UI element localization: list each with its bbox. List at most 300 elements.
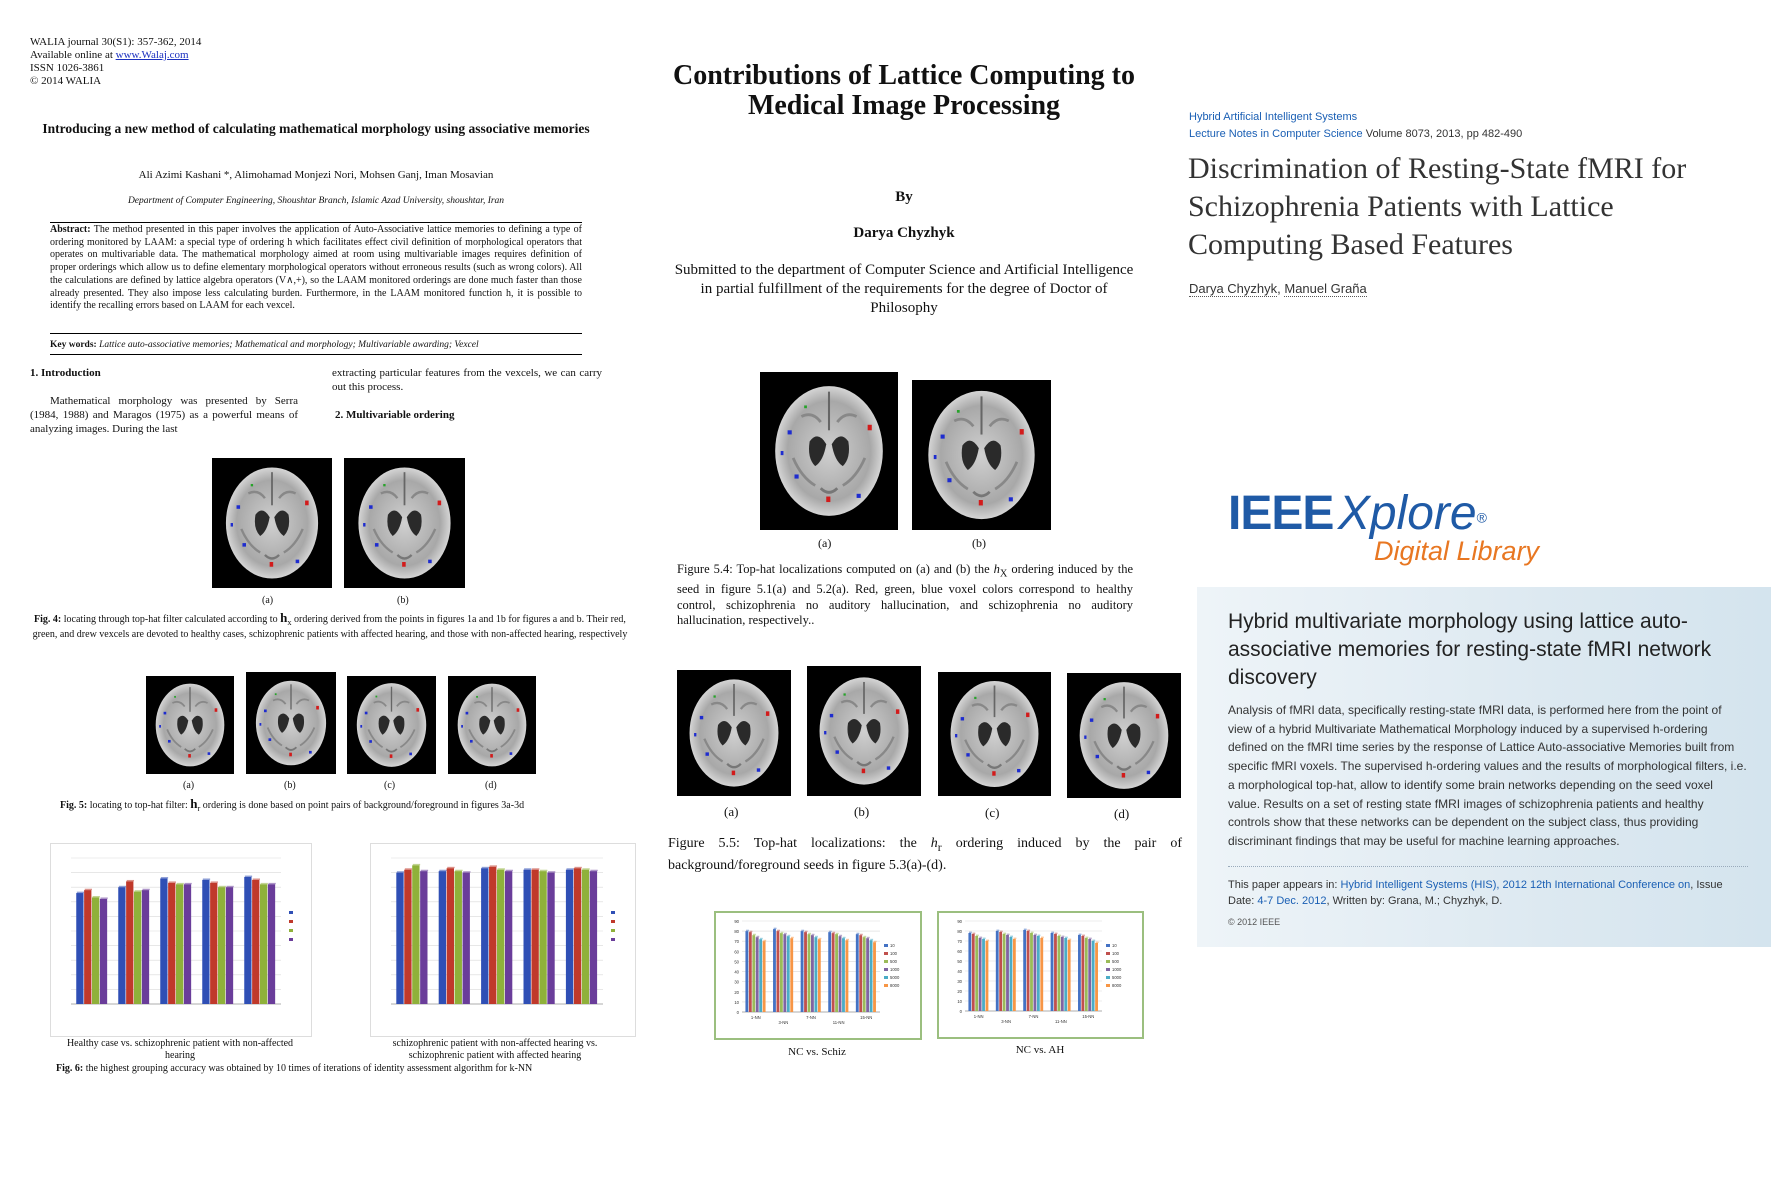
bar-top	[421, 870, 428, 871]
y-tick-label: 90	[734, 919, 739, 924]
bar	[539, 871, 546, 1004]
legend-swatch	[884, 984, 888, 987]
fig55-symbol-sub: r	[937, 840, 942, 854]
fig6-chart-right	[370, 843, 636, 1037]
bar-top	[184, 883, 191, 884]
bar-top	[1092, 940, 1095, 941]
fig5-brain-c	[347, 676, 436, 774]
available-online-line	[30, 49, 280, 62]
fig6-sub-right: schizophrenic patient with non-affected hearing vs. schizophrenic patient with affected hearing	[392, 1038, 598, 1061]
bar-top	[548, 871, 555, 872]
bar-top	[1024, 929, 1027, 930]
legend-label: 10	[890, 943, 895, 948]
fig54-symbol: h	[993, 562, 1000, 576]
bar-top	[815, 936, 818, 937]
paper-authors: Ali Azimi Kashani *, Alimohamad Monjezi Nori, Mohsen Ganj, Iman Mosavian	[138, 169, 494, 181]
bar-top	[1096, 942, 1099, 943]
bar	[846, 940, 849, 1012]
bar-top	[870, 939, 873, 940]
issue-prefix: , Issue Date:	[1228, 879, 1723, 907]
available-online-label: Available online at	[30, 49, 116, 61]
y-tick-label: 50	[957, 959, 962, 964]
bar-top	[986, 940, 989, 941]
author-link-grana[interactable]: Manuel Graña	[1284, 281, 1367, 296]
bar	[979, 938, 982, 1011]
fig4-label-a: (a)	[262, 595, 274, 606]
fig54-brain-a	[760, 372, 898, 530]
legend-label: 1000	[1112, 967, 1122, 972]
bar	[1057, 936, 1060, 1011]
springer-volume-line	[1189, 128, 1522, 140]
bar-chart-nc-vs-schiz	[716, 913, 920, 1038]
bar	[531, 870, 538, 1004]
legend-swatch	[884, 960, 888, 963]
bar-chart-nc-vs-ah	[939, 913, 1142, 1037]
fig5-label-b: (b)	[284, 780, 296, 791]
bar-top	[1014, 938, 1017, 939]
bar	[184, 884, 191, 1004]
fig6-caption-text: the highest grouping accuracy was obtained by 10 times of iterations of identity assessment algorithm for k-NN	[83, 1063, 533, 1074]
bar-top	[226, 886, 233, 887]
keywords-text: Lattice auto-associative memories; Mathematical and morphology; Multivariable awarding; Vexcel	[99, 340, 479, 350]
fig4-brain-b	[344, 458, 465, 588]
bar	[773, 929, 776, 1012]
y-tick-label: 10	[734, 999, 739, 1005]
x-tick-label: 15-NN	[1082, 1014, 1095, 1019]
brain-scan-a	[212, 458, 332, 588]
legend-label: 10	[1112, 943, 1117, 948]
ieee-copyright: © 2012 IEEE	[1228, 917, 1281, 927]
bar-top	[590, 870, 597, 871]
fig4-caption	[30, 612, 630, 641]
bar-top	[1055, 933, 1058, 934]
fig5-brain-a	[146, 676, 234, 774]
fig4-caption-label: Fig. 4:	[34, 614, 62, 625]
bar-top	[791, 937, 794, 938]
legend-swatch	[611, 929, 615, 932]
bar	[745, 931, 748, 1012]
legend-swatch	[611, 911, 615, 914]
fig54-label-b: (b)	[972, 536, 986, 550]
chart-label-nc-vs-schiz: NC vs. Schiz	[788, 1046, 846, 1058]
bar	[1064, 938, 1067, 1011]
conference-link[interactable]: Hybrid Intelligent Systems (HIS), 2012 12th International Conference on	[1340, 879, 1691, 891]
bar	[244, 877, 251, 1004]
bar-top	[482, 867, 489, 868]
fig5-caption-text-a: locating to top-hat filter:	[87, 800, 191, 811]
bar	[1061, 937, 1064, 1011]
knn-chart-right	[937, 911, 1144, 1039]
bar	[835, 934, 838, 1012]
intro-text: Mathematical morphology was presented by Serra (1984, 1988) and Maragos (1975) as a powerful means of analyzing images. During the last	[30, 395, 298, 435]
brain-scan-a	[146, 676, 234, 774]
bar-top	[801, 930, 804, 931]
bar-top	[760, 938, 763, 939]
bar-top	[93, 896, 100, 897]
bar	[1006, 935, 1009, 1011]
x-tick-label: 1-NN	[973, 1014, 984, 1019]
x-tick-label: 11-NN	[832, 1020, 845, 1025]
bar-top	[819, 938, 822, 939]
bar	[752, 935, 755, 1012]
bar	[999, 932, 1002, 1011]
bar	[1010, 937, 1013, 1011]
bar	[226, 887, 233, 1004]
bar-top	[77, 892, 84, 893]
bar	[859, 935, 862, 1012]
brain-scan-b	[344, 458, 465, 588]
fig6-sub-left: Healthy case vs. schizophrenic patient with non-affected hearing	[66, 1038, 294, 1061]
y-tick-label: 10	[957, 999, 962, 1004]
bar	[176, 884, 183, 1004]
bar-top	[1062, 936, 1065, 937]
bar	[870, 940, 873, 1012]
legend-swatch	[289, 911, 293, 914]
ieee-divider	[1228, 866, 1748, 867]
keywords-top-rule	[50, 333, 582, 334]
keywords-line	[50, 339, 582, 352]
bar-top	[490, 865, 497, 866]
bar	[787, 936, 790, 1012]
bar-top	[142, 889, 149, 890]
legend-label: 100	[890, 951, 897, 956]
bar-top	[455, 870, 462, 871]
appears-prefix: This paper appears in:	[1228, 879, 1341, 891]
bar	[118, 887, 125, 1004]
bar	[759, 939, 762, 1012]
bar-top	[972, 933, 975, 934]
bar-top	[969, 932, 972, 933]
springer-title: Discrimination of Resting-State fMRI for Schizophrenia Patients with Lattice Computing Based Features	[1188, 152, 1687, 261]
legend-label: 500	[890, 959, 897, 964]
bar	[790, 938, 793, 1012]
fig55-caption-text-a: Figure 5.5: Top-hat localizations: the	[668, 836, 931, 851]
volume-text: Volume 8073, 2013, pp 482-490	[1362, 128, 1523, 140]
bar	[100, 899, 107, 1004]
x-tick-label: 3-NN	[1001, 1019, 1011, 1024]
brain-scan-b	[807, 666, 921, 796]
fig4-caption-text-a: locating through top-hat filter calculated according to	[61, 614, 281, 625]
bar	[996, 931, 999, 1011]
bar-top	[135, 890, 142, 891]
bar-top	[268, 883, 275, 884]
bar	[1051, 933, 1054, 1011]
bar-top	[1089, 938, 1092, 939]
bar	[455, 871, 462, 1004]
legend-label: 500	[1112, 959, 1119, 964]
fig4-symbol: h	[280, 610, 288, 625]
legend-swatch	[289, 929, 293, 932]
bar-top	[1051, 932, 1054, 933]
intro-heading: 1. Introduction	[30, 367, 101, 379]
fig6-caption-label: Fig. 6:	[56, 1063, 84, 1074]
bar	[804, 932, 807, 1012]
fig55-symbol: h	[930, 836, 938, 851]
bar-top	[397, 871, 404, 872]
bar-top	[567, 868, 574, 869]
digital-library-text: Digital Library	[1374, 536, 1540, 566]
author-separator: ,	[1277, 281, 1285, 296]
bar-top	[211, 881, 218, 882]
paper-affiliation: Department of Computer Engineering, Shoushtar Branch, Islamic Azad University, shoushtar, Iran	[127, 196, 505, 206]
bar	[439, 871, 446, 1004]
legend-label: 5000	[890, 975, 900, 980]
bar	[404, 870, 411, 1004]
bar	[1054, 934, 1057, 1011]
bar	[142, 890, 149, 1004]
bar	[866, 938, 869, 1012]
bar	[1078, 935, 1081, 1011]
fig55-brain-b	[807, 666, 921, 796]
fig54-brain-b	[912, 380, 1051, 530]
bar	[1037, 936, 1040, 1011]
bar-top	[1003, 933, 1006, 934]
fig4-caption-text-b: ordering derived from the points in figures 1a and 1b for figures a and b. Their red, green, and drew vexcels are devoted to healthy cases, schizophrenic patients with affected hearing, and those with non-affected hearing, respectively	[32, 614, 628, 640]
fig55-label-d: (d)	[1114, 806, 1130, 821]
legend-swatch	[884, 944, 888, 947]
fig5-label-c: (c)	[384, 780, 396, 791]
bar-top	[863, 936, 866, 937]
fig55-caption	[668, 835, 1182, 875]
ieee-xplore-logo	[1228, 486, 1558, 568]
bar-top	[805, 931, 808, 932]
bar-top	[1007, 934, 1010, 935]
bar-top	[219, 886, 226, 887]
bar-top	[413, 864, 420, 865]
bar-top	[498, 868, 505, 869]
bar-top	[774, 928, 777, 929]
abstract-block	[50, 224, 582, 313]
journal-line: WALIA journal 30(S1): 357-362, 2014	[30, 36, 202, 48]
fig54-symbol-sub: X	[999, 568, 1008, 580]
bar-top	[979, 937, 982, 938]
registered-mark: ®	[1476, 509, 1487, 526]
legend-swatch	[289, 938, 293, 941]
bar-top	[1038, 935, 1041, 936]
x-tick-label: 7-NN	[806, 1015, 816, 1020]
y-tick-label: 20	[734, 989, 739, 995]
legend-swatch	[1106, 984, 1110, 987]
bar-top	[261, 883, 268, 884]
bar-top	[574, 867, 581, 868]
bar	[756, 937, 759, 1012]
bar	[801, 931, 804, 1012]
bar	[856, 934, 859, 1012]
thesis-author: Darya Chyzhyk	[853, 225, 955, 241]
bar	[1027, 931, 1030, 1011]
fig5-caption-text-b: ordering is done based on point pairs of background/foreground in figures 3a-3d	[200, 800, 525, 811]
bar-top	[856, 933, 859, 934]
bar-top	[777, 930, 780, 931]
bar	[1081, 936, 1084, 1011]
bar	[975, 936, 978, 1011]
bar-top	[860, 934, 863, 935]
fig54-caption-text-b: ordering induced by the seed in figure 5.1(a) and 5.2(a). Red, green, blue voxel colors correspond to healthy control, schizophrenia no auditory hallucination, and schizophrenia no auditory hallucination, respectively..	[677, 562, 1133, 627]
bar	[497, 870, 504, 1004]
bar	[1030, 933, 1033, 1011]
y-tick-label: 60	[734, 949, 739, 955]
bar	[1034, 935, 1037, 1011]
fig6-caption	[56, 1063, 532, 1075]
bar-top	[203, 879, 210, 880]
bar	[218, 887, 225, 1004]
bar	[160, 878, 167, 1004]
ieee-logo-text: IEEE	[1228, 487, 1334, 540]
legend-swatch	[884, 976, 888, 979]
abstract-label: Abstract:	[50, 224, 91, 235]
bar	[76, 893, 83, 1004]
bar	[505, 871, 512, 1004]
y-tick-label: 80	[957, 929, 962, 934]
paper-title: Introducing a new method of calculating mathematical morphology using associative memories	[42, 121, 590, 136]
legend-swatch	[1106, 968, 1110, 971]
legend-label: 1000	[890, 967, 900, 972]
bar	[84, 890, 91, 1004]
legend-label: 8000	[890, 983, 900, 988]
legend-swatch	[1106, 960, 1110, 963]
bar-top	[836, 933, 839, 934]
y-tick-label: 0	[959, 1009, 962, 1014]
issn-line: ISSN 1026-3861	[30, 62, 105, 74]
bar-top	[1010, 936, 1013, 937]
bar-top	[524, 868, 531, 869]
x-tick-label: 11-NN	[1055, 1019, 1067, 1024]
bar-top	[829, 931, 832, 932]
bar	[447, 868, 454, 1004]
bar	[168, 883, 175, 1004]
bar-top	[874, 941, 877, 942]
bar-top	[540, 870, 547, 871]
brain-scan-a	[677, 670, 791, 796]
legend-label: 5000	[1112, 975, 1122, 980]
bar-top	[746, 930, 749, 931]
bar	[863, 937, 866, 1012]
bar-top	[996, 930, 999, 931]
thesis-submitted: Submitted to the department of Computer Science and Artificial Intelligence in partial fulfillment of the requirements for the degree of Doctor of Philosophy	[674, 262, 1134, 316]
legend-swatch	[289, 920, 293, 923]
legend-swatch	[611, 938, 615, 941]
bar-top	[832, 932, 835, 933]
bar	[582, 870, 589, 1004]
bar	[396, 873, 403, 1004]
bar	[1088, 939, 1091, 1011]
bar-top	[812, 934, 815, 935]
bar	[260, 884, 267, 1004]
springer-series-link[interactable]: Hybrid Artificial Intelligent Systems	[1189, 111, 1358, 123]
bar	[1095, 943, 1098, 1011]
lncs-link[interactable]: Lecture Notes in Computer Science	[1189, 128, 1363, 140]
bar-top	[1058, 935, 1061, 936]
bar	[842, 938, 845, 1012]
ieee-article-card	[1197, 587, 1771, 947]
bar-top	[253, 879, 260, 880]
fig5-label-a: (a)	[183, 780, 195, 791]
xplore-logo-text: Xplore	[1337, 487, 1477, 540]
bar	[590, 871, 597, 1004]
y-tick-label: 70	[957, 939, 962, 944]
bar-top	[582, 868, 589, 869]
bar-top	[405, 868, 412, 869]
bar	[574, 868, 581, 1004]
legend-swatch	[611, 920, 615, 923]
bar	[1023, 930, 1026, 1011]
bar	[1092, 941, 1095, 1011]
journal-website-link[interactable]: www.Walaj.com	[115, 49, 189, 61]
bar-top	[846, 939, 849, 940]
y-tick-label: 40	[957, 969, 962, 974]
bar	[1040, 938, 1043, 1011]
bar-top	[245, 876, 252, 877]
abstract-top-rule	[50, 222, 582, 223]
fig4-label-b: (b)	[397, 595, 409, 606]
brain-scan-d	[1067, 673, 1181, 798]
fig55-brain-c	[938, 672, 1051, 796]
thesis-by: By	[895, 189, 913, 205]
bar	[463, 873, 470, 1004]
bar-top	[1027, 930, 1030, 931]
bar	[412, 865, 419, 1004]
y-tick-label: 30	[957, 979, 962, 984]
fig55-label-a: (a)	[724, 804, 739, 819]
bar	[972, 934, 975, 1011]
fig5-symbol: h	[190, 796, 198, 811]
bar-top	[532, 868, 539, 869]
bar-top	[463, 871, 470, 872]
bar	[481, 868, 488, 1004]
bar-top	[781, 932, 784, 933]
bar-top	[867, 937, 870, 938]
bar	[126, 881, 133, 1004]
y-tick-label: 70	[734, 939, 739, 945]
ieee-abstract: Analysis of fMRI data, specifically resting-state fMRI data, is performed here from the point of view of a hybrid Multivariate Mathematical Morphology induced by a supervised h-ordering defined on the fMRI time series by the response of Lattice Auto-associative Memories built from specific fMRI voxels. The supervised h-ordering values and the results of morphological filters, i.e. a morphological top-hat, allow to identify some brain networks depending on the seed voxel value. Results on a set of resting state fMRI images of schizophrenia patients and healthy controls show that these networks can be dependent on the subject class, thus providing discriminant findings that may be useful for machine learning approaches.	[1228, 703, 1747, 848]
bar	[783, 934, 786, 1012]
bar-top	[1031, 932, 1034, 933]
bar	[749, 932, 752, 1012]
bar-top	[1082, 935, 1085, 936]
y-tick-label: 50	[734, 959, 739, 965]
bar	[873, 942, 876, 1012]
bar	[252, 880, 259, 1004]
brain-scan-b	[912, 380, 1051, 530]
bar	[811, 935, 814, 1012]
bar	[968, 933, 971, 1011]
author-link-chyzhyk[interactable]: Darya Chyzhyk	[1189, 281, 1278, 296]
legend-swatch	[1106, 952, 1110, 955]
bar-top	[1079, 934, 1082, 935]
bar-chart-right	[371, 844, 635, 1036]
bar	[1085, 938, 1088, 1011]
bar-top	[1034, 934, 1037, 935]
fig54-label-a: (a)	[818, 536, 832, 550]
abstract-text: The method presented in this paper involves the application of Auto-Associative lattice memories to defining a type of ordering monitored by LAAM: a special type of ordering h which facilitates effect civil definition of morphological operators that operates on multivariable data. The mathematical morphology aimed at room using multivariable images requires definition of proper orderings which allow us to define elementary morphological operators without erroneous results (such as wrong colors). All the calculations are defined by lattice algebra operators (V∧,+), so the LAAM monitored orderings are done much faster than those already presented. They also impose less calculating burden. Furthermore, in the LAAM monitored function h, it is possible to identify the recalling errors based on LAAM for each vexcel.	[50, 224, 582, 312]
bar	[814, 937, 817, 1012]
copyright-line: © 2014 WALIA	[30, 75, 102, 87]
issue-date-link[interactable]: 4-7 Dec. 2012	[1257, 895, 1327, 907]
column2-text: extracting particular features from the vexcels, we can carry out this process.	[332, 367, 602, 393]
bar	[1013, 939, 1016, 1011]
fig55-brain-d	[1067, 673, 1181, 798]
bar	[524, 870, 531, 1004]
springer-authors	[1189, 281, 1367, 296]
fig6-chart-left	[50, 843, 312, 1037]
bar	[832, 933, 835, 1012]
brain-scan-d	[448, 676, 536, 774]
bar-top	[100, 897, 107, 898]
bar-top	[1065, 937, 1068, 938]
fig5-brain-b	[246, 672, 336, 774]
bar-top	[85, 889, 92, 890]
knn-chart-left	[714, 911, 922, 1040]
